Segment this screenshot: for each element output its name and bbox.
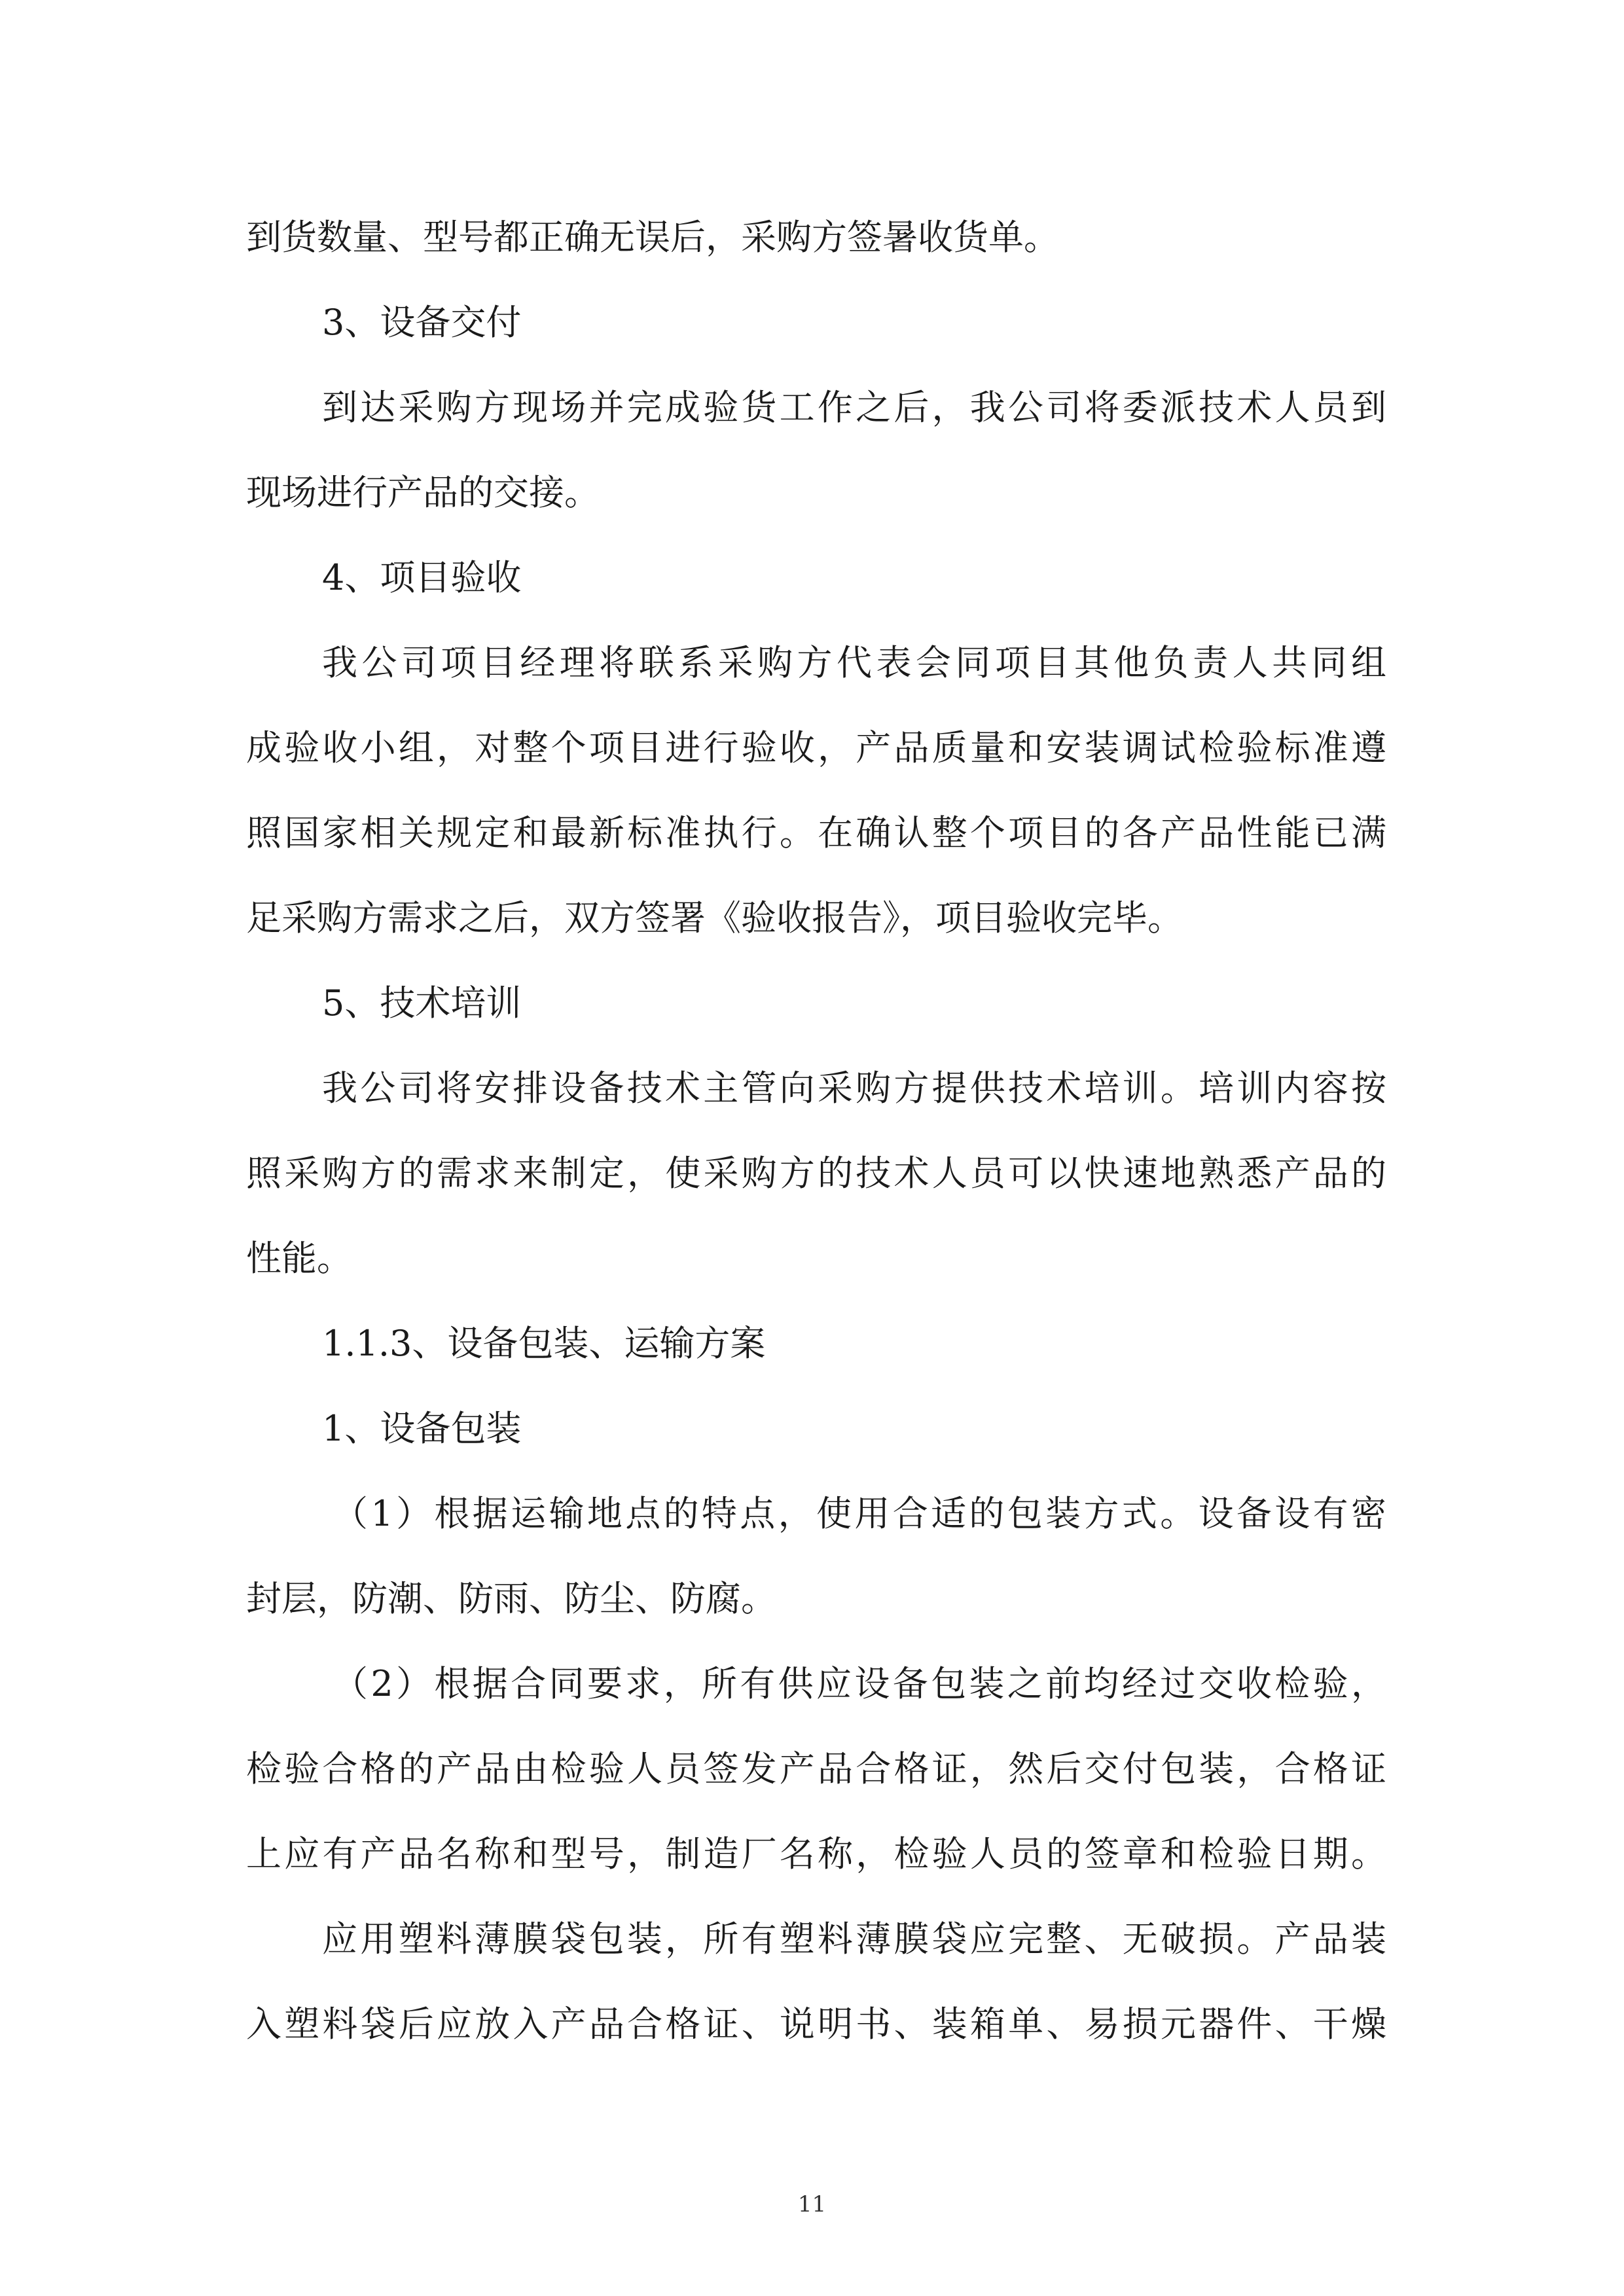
paragraph-line: 到达采购方现场并完成验货工作之后，我公司将委派技术人员到 xyxy=(322,387,1386,428)
paragraph-line: 检验合格的产品由检验人员签发产品合格证，然后交付包装，合格证 xyxy=(246,1748,1386,1789)
paragraph-line: 到货数量、型号都正确无误后，采购方签暑收货单。 xyxy=(246,217,1059,258)
section-heading-packaging: 1、设备包装 xyxy=(322,1408,522,1449)
paragraph-line: 足采购方需求之后，双方签署《验收报告》，项目验收完毕。 xyxy=(246,897,1183,939)
paragraph-line: （2）根据合同要求，所有供应设备包装之前均经过交收检验， xyxy=(333,1663,1386,1704)
paragraph-line: 性能。 xyxy=(246,1238,352,1279)
paragraph-line: （1）根据运输地点的特点，使用合适的包装方式。设备设有密 xyxy=(333,1493,1386,1534)
document-body xyxy=(246,195,1386,2067)
paragraph-line: 入塑料袋后应放入产品合格证、说明书、装箱单、易损元器件、干燥 xyxy=(246,2003,1386,2045)
paragraph-line: 上应有产品名称和型号，制造厂名称，检验人员的签章和检验日期。 xyxy=(246,1833,1386,1874)
paragraph-line: 成验收小组，对整个项目进行验收，产品质量和安装调试检验标准遵 xyxy=(246,727,1386,768)
paragraph-line: 现场进行产品的交接。 xyxy=(246,472,600,513)
page-number: 11 xyxy=(797,2191,827,2217)
section-heading-packaging-transport: 1.1.3、设备包装、运输方案 xyxy=(322,1323,766,1364)
paragraph-line: 我公司项目经理将联系采购方代表会同项目其他负责人共同组 xyxy=(322,642,1386,683)
paragraph-line: 封层，防潮、防雨、防尘、防腐。 xyxy=(246,1578,776,1619)
paragraph-line: 我公司将安排设备技术主管向采购方提供技术培训。培训内容按 xyxy=(322,1067,1386,1109)
paragraph-line: 照采购方的需求来制定，使采购方的技术人员可以快速地熟悉产品的 xyxy=(246,1153,1386,1194)
section-heading-training: 5、技术培训 xyxy=(322,982,522,1024)
section-heading-delivery: 3、设备交付 xyxy=(322,302,522,343)
paragraph-line: 照国家相关规定和最新标准执行。在确认整个项目的各产品性能已满 xyxy=(246,812,1386,853)
paragraph-line: 应用塑料薄膜袋包装，所有塑料薄膜袋应完整、无破损。产品装 xyxy=(322,1918,1386,1960)
section-heading-acceptance: 4、项目验收 xyxy=(322,557,522,598)
